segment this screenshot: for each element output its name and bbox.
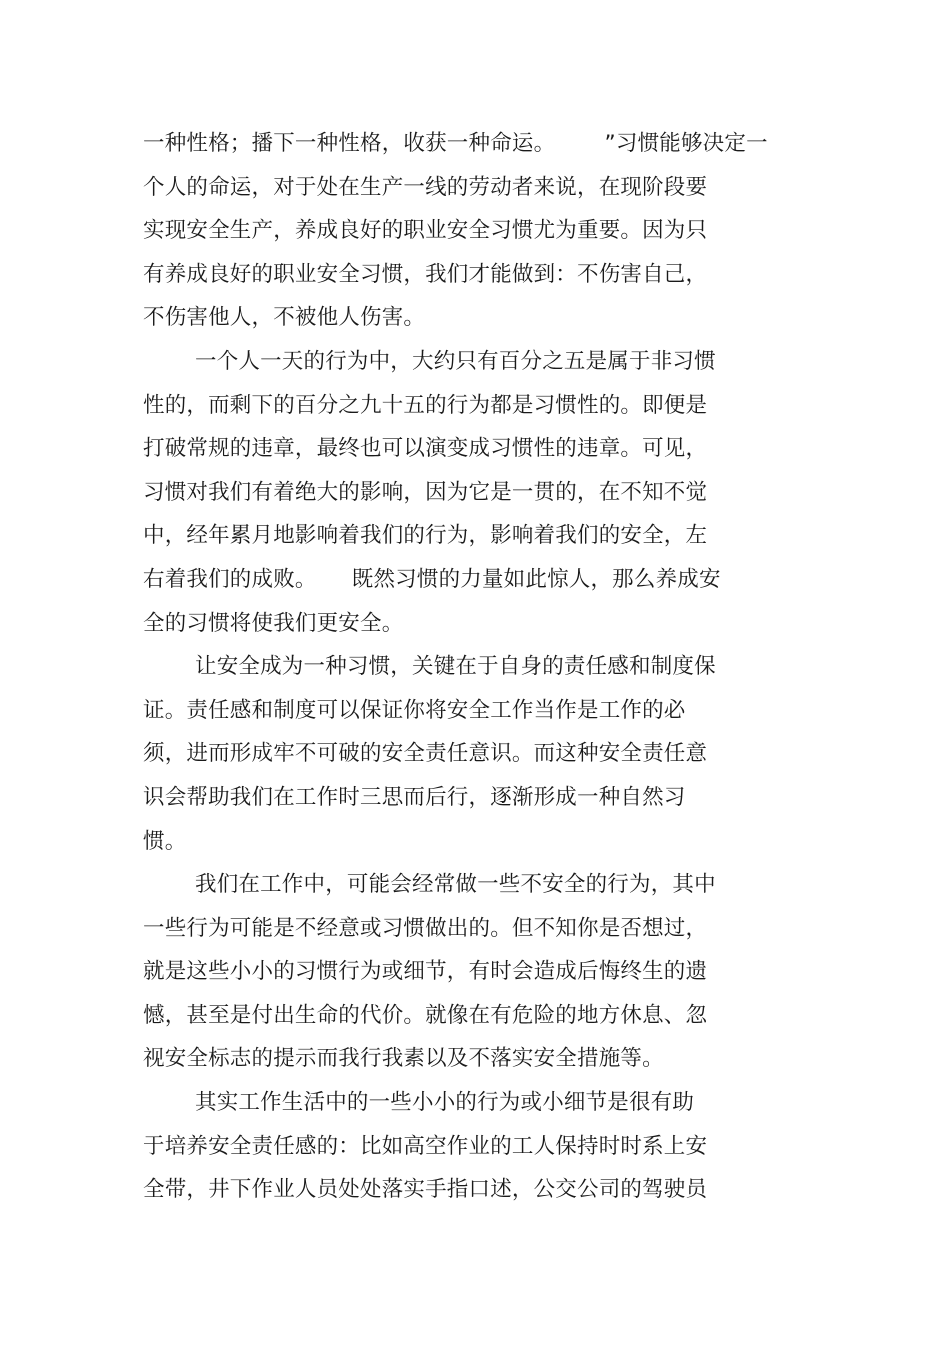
paragraph-first-line: 一个人一天的行为中，大约只有百分之五是属于非习惯: [195, 348, 716, 374]
text-line: 中，经年累月地影响着我们的行为，影响着我们的安全，左: [143, 523, 708, 549]
text-line: 不伤害他人，不被他人伤害。: [143, 305, 426, 331]
text-line: 个人的命运，对于处在生产一线的劳动者来说，在现阶段要: [143, 174, 708, 200]
body-text: [143, 122, 823, 1212]
text-line: 习惯对我们有着绝大的影响，因为它是一贯的，在不知不觉: [143, 479, 708, 505]
text-line: 右着我们的成败。 既然习惯的力量如此惊人，那么养成安: [143, 566, 721, 592]
text-line: 全的习惯将使我们更安全。: [143, 610, 404, 636]
paragraph-first-line: 其实工作生活中的一些小小的行为或小细节是很有助: [195, 1090, 695, 1116]
text-line: 惯。: [143, 828, 187, 854]
text-line: 证。责任感和制度可以保证你将安全工作当作是工作的必: [143, 697, 686, 723]
paragraph-first-line: 让安全成为一种习惯，关键在于自身的责任感和制度保: [195, 654, 716, 680]
text-line: 就是这些小小的习惯行为或细节，有时会造成后悔终生的遗: [143, 959, 708, 985]
text-line: 性的，而剩下的百分之九十五的行为都是习惯性的。即便是: [143, 392, 708, 418]
text-line: 须，进而形成牢不可破的安全责任意识。而这种安全责任意: [143, 741, 708, 767]
text-line: 视安全标志的提示而我行我素以及不落实安全措施等。: [143, 1046, 664, 1072]
text-line: 一些行为可能是不经意或习惯做出的。但不知你是否想过，: [143, 915, 708, 941]
text-line: 识会帮助我们在工作时三思而后行，逐渐形成一种自然习: [143, 784, 686, 810]
text-line: 一种性格；播下一种性格，收获一种命运。 ”习惯能够决定一: [143, 131, 768, 156]
text-line: 于培养安全责任感的：比如高空作业的工人保持时时系上安: [143, 1133, 708, 1159]
paragraph-first-line: 我们在工作中，可能会经常做一些不安全的行为，其中: [195, 872, 716, 898]
text-line: 全带，井下作业人员处处落实手指口述，公交公司的驾驶员: [143, 1177, 708, 1203]
text-line: 实现安全生产，养成良好的职业安全习惯尤为重要。因为只: [143, 218, 708, 244]
text-line: 憾，甚至是付出生命的代价。就像在有危险的地方休息、忽: [143, 1002, 708, 1028]
text-line: 打破常规的违章，最终也可以演变成习惯性的违章。可见，: [143, 436, 708, 462]
text-line: 有养成良好的职业安全习惯，我们才能做到：不伤害自己，: [143, 261, 708, 287]
